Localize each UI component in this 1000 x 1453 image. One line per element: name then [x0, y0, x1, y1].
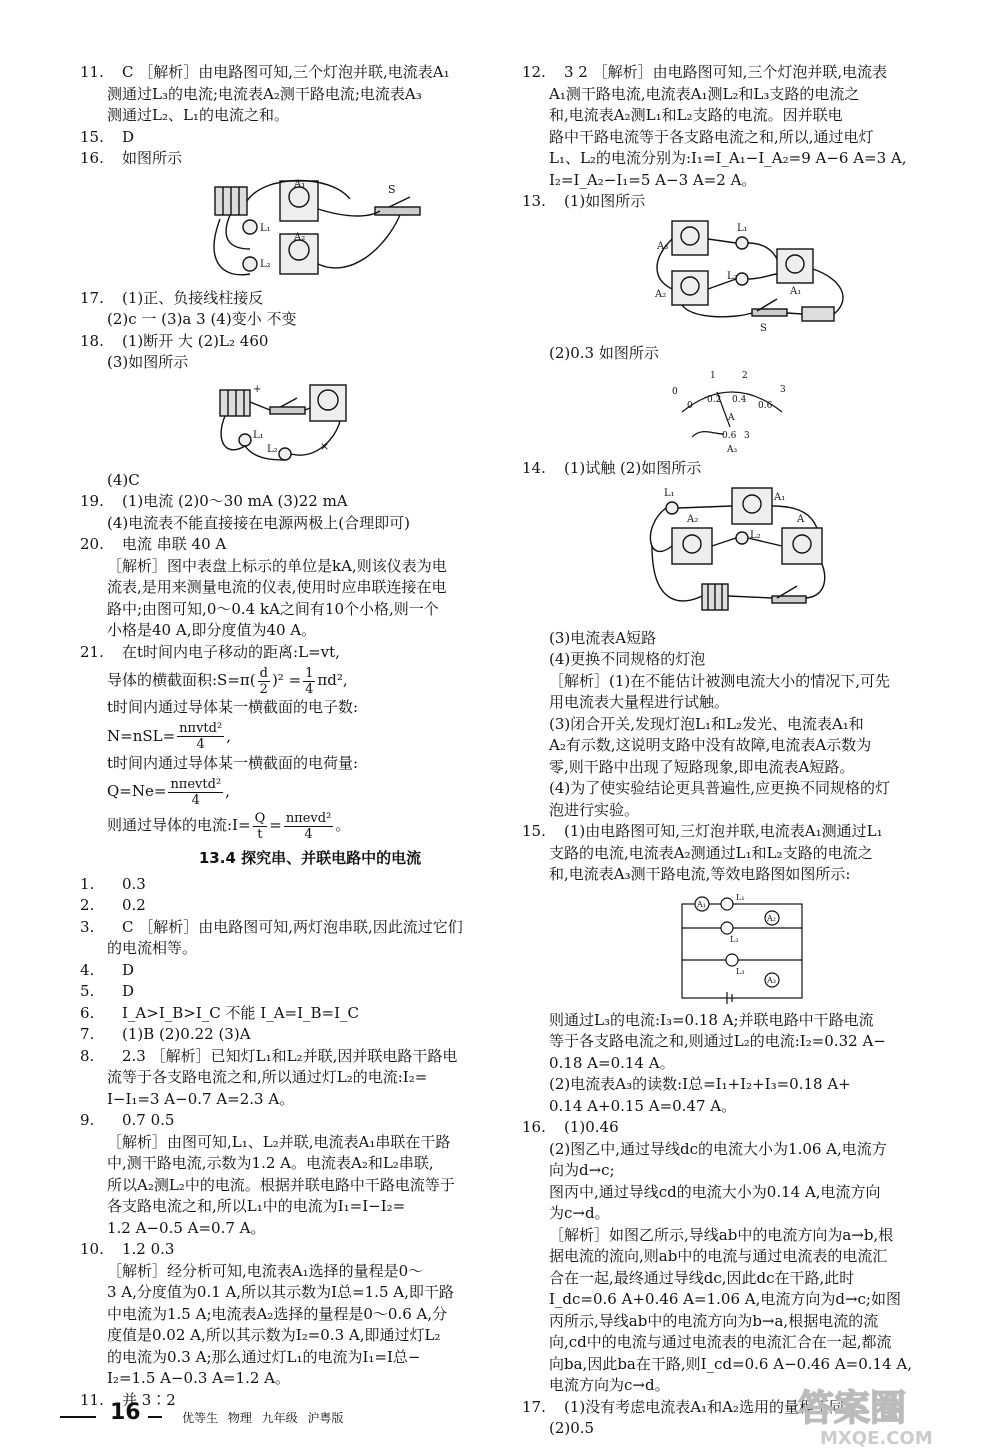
fig18-label-l2: L₂	[267, 443, 278, 455]
fig16-label-l1: L₁	[260, 222, 271, 234]
fig13-label-a3: A₃	[657, 240, 669, 252]
answer-7: 7. (1)B (2)0.22 (3)A	[80, 1025, 251, 1043]
answer-11: 11. C ［解析］由电路图可知,三个灯泡并联,电流表A₁ 测通过L₃的电流;电流表A₂测干路电流;电流表A₃ 测通过L₂、L₁的电流之和。	[80, 63, 450, 124]
fig13-label-a1: A₁	[790, 285, 802, 297]
fig14-label-a: A	[797, 513, 805, 525]
answer-13-2: (2)0.3 如图所示	[549, 343, 659, 362]
answer-19: 19. (1)电流 (2)0～30 mA (3)22 mA (4)电流表不能直接接在电源两极上(合理即可)	[80, 492, 410, 532]
answer-9: 9. 0.7 0.5 ［解析］由图可知,L₁、L₂并联,电流表A₁串联在干路 中,测干路电流,示数为1.2 A。电流表A₂和L₂串联, 所以A₂测L₂中的电流。根据并联电路中干路电流等于 各支路电流之和,所以L₁中的电流为I₁=I−I₂= 1.2 A−0.5 A=0.7 A。	[80, 1111, 455, 1237]
answer-3: 3. C ［解析］由电路图可知,两灯泡串联,因此流过它们 的电流相等。	[80, 917, 463, 957]
svg-text:L₃: L₃	[736, 966, 745, 976]
svg-text:答案圈: 答案圈	[798, 1388, 907, 1429]
svg-text:A₂: A₂	[767, 913, 776, 923]
answer-16: 16. (1)0.46 (2)图乙中,通过导线dc的电流大小为1.06 A,电流方 向为d→c; 图丙中,通过导线cd的电流大小为0.14 A,电流方向 为c→d。 ［解析］如图乙所示,导线ab中的电流方向为a→b,根 据电流的流向,则ab中的电流与通过电流表的电流汇 合在一起,最终通过导线dc,因此dc在干路,此时 I_dc=0.6 A+0.46 A=1.06 A,电流方向为d→c;如图 丙所示,导线ab中的电流方向为b→a,根据电流的流 向,cd中的电流与通过电流表的电流汇合在一起,都流 向ba,因此ba在干路,则I_cd=0.6 A−0.46 A=0.14 A, 电流方向为c→d。	[522, 1118, 912, 1394]
svg-text:0.4: 0.4	[732, 395, 747, 405]
fig16-label-l2: L₂	[260, 258, 271, 270]
fig13-label-l2: L₂	[727, 270, 738, 282]
footer-dash-left	[60, 1416, 96, 1418]
svg-text:L₂: L₂	[730, 934, 739, 944]
svg-text:A: A	[728, 413, 735, 423]
svg-text:0: 0	[687, 401, 693, 411]
answer-4: 4. D	[80, 960, 135, 979]
answer-12: 12. 3 2 ［解析］由电路图可知,三个灯泡并联,电流表 A₁测干路电流,电流表A₁测L₂和L₃支路的电流之 和,电流表A₂测L₁和L₂支路的电流。因并联电 路中干路电流等于各支路电流之和,所以,通过电灯 L₁、L₂的电流分别为:I₁=I_A₁−I_A₂=9 A−6 A=3 A, I₂=I_A₂−I₁=5 A−3 A=2 A。	[522, 63, 907, 189]
footer-book-title: 优等生 物理 九年级 沪粤版	[182, 1411, 344, 1425]
svg-text:0: 0	[672, 387, 678, 397]
answer-1: 1. 0.3	[80, 874, 146, 893]
svg-text:A₃: A₃	[727, 445, 738, 454]
fig16-label-a2: A₂	[294, 231, 306, 243]
answer-5: 5. D	[80, 982, 135, 1000]
answer-13: 13. (1)如图所示	[522, 192, 646, 210]
watermark-logo	[790, 1380, 995, 1450]
answer-10: 10. 1.2 0.3 ［解析］经分析可知,电流表A₁选择的量程是0～ 3 A,分度值为0.1 A,所以其示数为I总=1.5 A,即干路 中电流为1.5 A;电流表A₂选择的量程是0～0.6 A,分 度值是0.02 A,所以其示数为I₂=0.3 A,即通过灯L₂ 的电流为0.3 A;那么通过灯L₁的电流为I₁=I总− I₂=1.5 A−0.3 A=1.2 A。	[80, 1240, 454, 1387]
fig14-label-a2: A₂	[687, 513, 699, 525]
answer-14-rest: (3)电流表A短路 (4)更换不同规格的灯泡 ［解析］(1)在不能估计被测电流大小的情况下,可先 用电流表大量程进行试触。 (3)闭合开关,发现灯泡L₁和L₂发光、电流表A₁和 A₂有示数,这说明支路中没有故障,电流表A示数为 零,则干路中出现了短路现象,即电流表A短路。 (4)为了使实验结论更具普遍性,应更换不同规格的灯 泡进行实验。	[549, 628, 891, 819]
svg-text:1: 1	[710, 371, 716, 381]
circuit-figure-18	[80, 378, 540, 466]
answer-15: 15. (1)由电路图可知,三灯泡并联,电流表A₁测通过L₁ 支路的电流,电流表A₂测通过L₁和L₂支路的电流之 和,电流表A₃测干路电流,等效电路图如图所示:	[522, 822, 883, 883]
answer-15: 15. D	[80, 127, 135, 146]
circuit-figure-16	[80, 174, 540, 284]
svg-text:L₁: L₁	[736, 892, 745, 902]
answer-14: 14. (1)试触 (2)如图所示	[522, 459, 702, 477]
answer-8: 8. 2.3 ［解析］已知灯L₁和L₂并联,因并联电路干路电 流等于各支路电流之和,所以通过灯L₂的电流:I₂= I−I₁=3 A−0.7 A=2.3 A。	[80, 1046, 458, 1108]
fig16-label-a1: A₁	[294, 178, 306, 190]
answer-18-4: (4)C	[107, 470, 140, 489]
meter-dial-figure	[522, 368, 982, 454]
answer-21: 21. 在t时间内电子移动的距离:L=vt, 导体的横截面积:S=π( $\frac{d}{2}$ )² = $\frac{1}{4}$ πd², t时间内通过导体某一横截面的电子数: N=nSL= $\frac{\text{nπvtd²}}{4}$ , t时间内通过导体某一横截面的电荷量: Q=Ne= $\frac{\text{nπevtd²}}{4}$ , 则通过导体的电流:I= $\frac{Q}{t}$ = $\frac{\text{nπevd²}}{4}$ 。	[80, 642, 359, 842]
section-title: 13.4 探究串、并联电路中的电流	[198, 849, 422, 867]
svg-text:0.6: 0.6	[758, 401, 773, 411]
fig18-label-plus: +	[253, 383, 262, 395]
page-footer	[60, 1402, 520, 1432]
fig16-label-s: S	[388, 182, 396, 196]
answer-6: 6. I_A>I_B>I_C 不能 I_A=I_B=I_C	[80, 1003, 360, 1022]
fig14-label-a1: A₁	[774, 491, 786, 503]
answer-16: 16. 如图所示	[80, 149, 183, 167]
fig13-label-a2: A₂	[655, 288, 667, 300]
svg-text:A₁: A₁	[697, 899, 706, 909]
equivalent-circuit-figure-15	[522, 890, 982, 1006]
answer-20: 20. 电流 串联 40 A ［解析］图中表盘上标示的单位是kA,则该仪表为电 流表,是用来测量电流的仪表,使用时应串联连接在电 路中;由图可知,0～0.4 kA之间有10个小格,则一个 小格是40 A,即分度值为40 A。	[80, 535, 447, 639]
answer-15-rest: 则通过L₃的电流:I₃=0.18 A;并联电路中干路电流 等于各支路电流之和,则通过L₂的电流:I₂=0.32 A− 0.18 A=0.14 A。 (2)电流表A₃的读数:I总=I₁+I₂+I₃=0.18 A+ 0.14 A+0.15 A=0.47 A。	[549, 1010, 886, 1115]
answer-2: 2. 0.2	[80, 896, 146, 914]
answer-11b: 11. 并 3∶2	[80, 1390, 176, 1409]
fig14-label-l2: L₂	[750, 529, 761, 541]
fig13-label-s: S	[760, 322, 767, 334]
circuit-figure-13	[522, 217, 982, 339]
circuit-figure-14	[522, 484, 982, 624]
svg-text:3: 3	[780, 385, 786, 395]
svg-text:A₃: A₃	[767, 975, 776, 985]
fig14-label-l1: L₁	[664, 487, 675, 499]
fig18-label-l1: L₁	[253, 429, 264, 441]
svg-text:3: 3	[744, 431, 750, 441]
right-column	[522, 62, 982, 1440]
footer-dash-right	[148, 1416, 162, 1418]
fig13-label-l1: L₁	[737, 222, 748, 234]
svg-text:MXQE.COM: MXQE.COM	[820, 1428, 933, 1449]
svg-text:2: 2	[742, 371, 748, 381]
left-column	[80, 62, 540, 1411]
answer-18: 18. (1)断开 大 (2)L₂ 460 (3)如图所示	[80, 331, 269, 371]
svg-text:0.6: 0.6	[722, 431, 737, 441]
svg-text:0.2: 0.2	[707, 395, 722, 405]
page-number: 16	[110, 1400, 141, 1425]
fig18-label-x: ×	[320, 439, 330, 453]
answer-17: 17. (1)正、负接线柱接反 (2)c 一 (3)a 3 (4)变小 不变	[80, 288, 297, 328]
answer-17b: 17. (1)没有考虑电流表A₁和A₂选用的量程不同 (2)0.5	[522, 1397, 844, 1437]
